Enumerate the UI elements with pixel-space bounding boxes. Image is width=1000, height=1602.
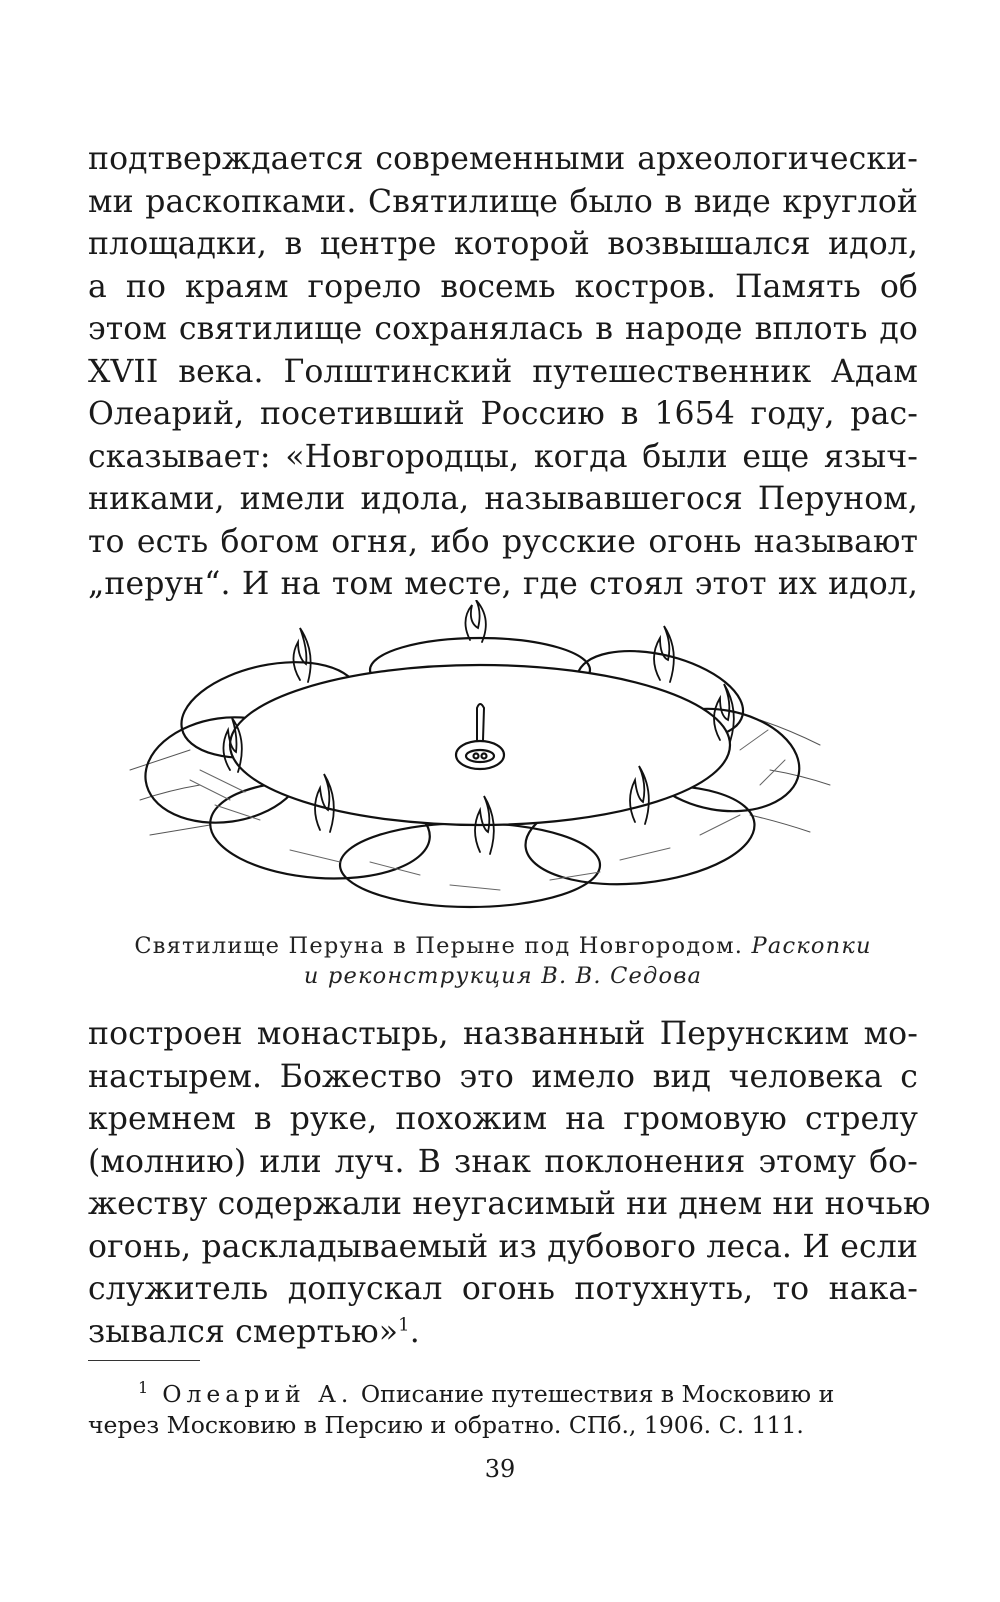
text-line: сказывает: «Новгородцы, когда были еще языч- (88, 438, 918, 475)
last-line-text: зывался смертью» (88, 1313, 399, 1350)
caption-italic: и реконструкция В. В. Седова (303, 963, 703, 989)
footnote-line: через Московию в Персию и обратно. СПб., 1906. С. 111. (88, 1410, 804, 1439)
text-line: построен монастырь, названный Перунским мо- (88, 1016, 918, 1052)
footnote-text: Описание путешествия в Московию и (360, 1379, 835, 1408)
text-line: а по краям горело восемь костров. Память об (88, 268, 918, 305)
text-line: ми раскопками. Святилище было в виде круглой (88, 183, 918, 220)
text-line: жеству содержали неугасимый ни днем ни ночью (88, 1186, 931, 1222)
text-line: XVII века. Голштинский путешественник Адам (88, 353, 918, 390)
text-line: служитель допускал огонь потухнуть, то нака- (88, 1271, 918, 1307)
text-line: настырем. Божество это имело вид человека с (88, 1058, 918, 1095)
text-line: никами, имели идола, называвшегося Перуном, (88, 481, 918, 517)
sanctuary-illustration (120, 600, 840, 910)
text-line: подтверждается современными археологически- (88, 141, 918, 177)
text-line: огонь, раскладываемый из дубового леса. И если (88, 1228, 918, 1265)
page-number: 39 (484, 1455, 516, 1483)
text-line: этом святилище сохранялась в народе вплоть до (88, 311, 918, 347)
text-line: „перун“. И на том месте, где стоял этот их идол, (88, 566, 918, 602)
caption-plain: Святилище Перуна в Перыне под Новгородом. (134, 933, 744, 959)
top-paragraph (88, 138, 918, 606)
text-line: то есть богом огня, ибо русские огонь называют (88, 523, 918, 560)
text-line: Олеарий, посетивший Россию в 1654 году, рас- (88, 396, 918, 432)
text-line: площадки, в центре которой возвышался идол, (88, 226, 918, 262)
footnote-author: Олеарий А. (162, 1379, 354, 1408)
footnote-reference[interactable]: 1 (398, 1314, 410, 1335)
figure-caption (88, 931, 918, 991)
footnote-line (88, 1372, 918, 1410)
footnote-divider (88, 1360, 200, 1361)
text-line: кремнем в руке, похожим на громовую стрелу (88, 1101, 918, 1137)
bottom-paragraph (88, 1013, 931, 1353)
text-line-last: зывался смертью»$^1$. (88, 1313, 420, 1350)
footnote (88, 1372, 918, 1441)
footnote-number: 1 (138, 1378, 149, 1397)
text-line: (молнию) или луч. В знак поклонения этому бо- (88, 1143, 918, 1180)
caption-italic: Раскопки (751, 933, 872, 959)
